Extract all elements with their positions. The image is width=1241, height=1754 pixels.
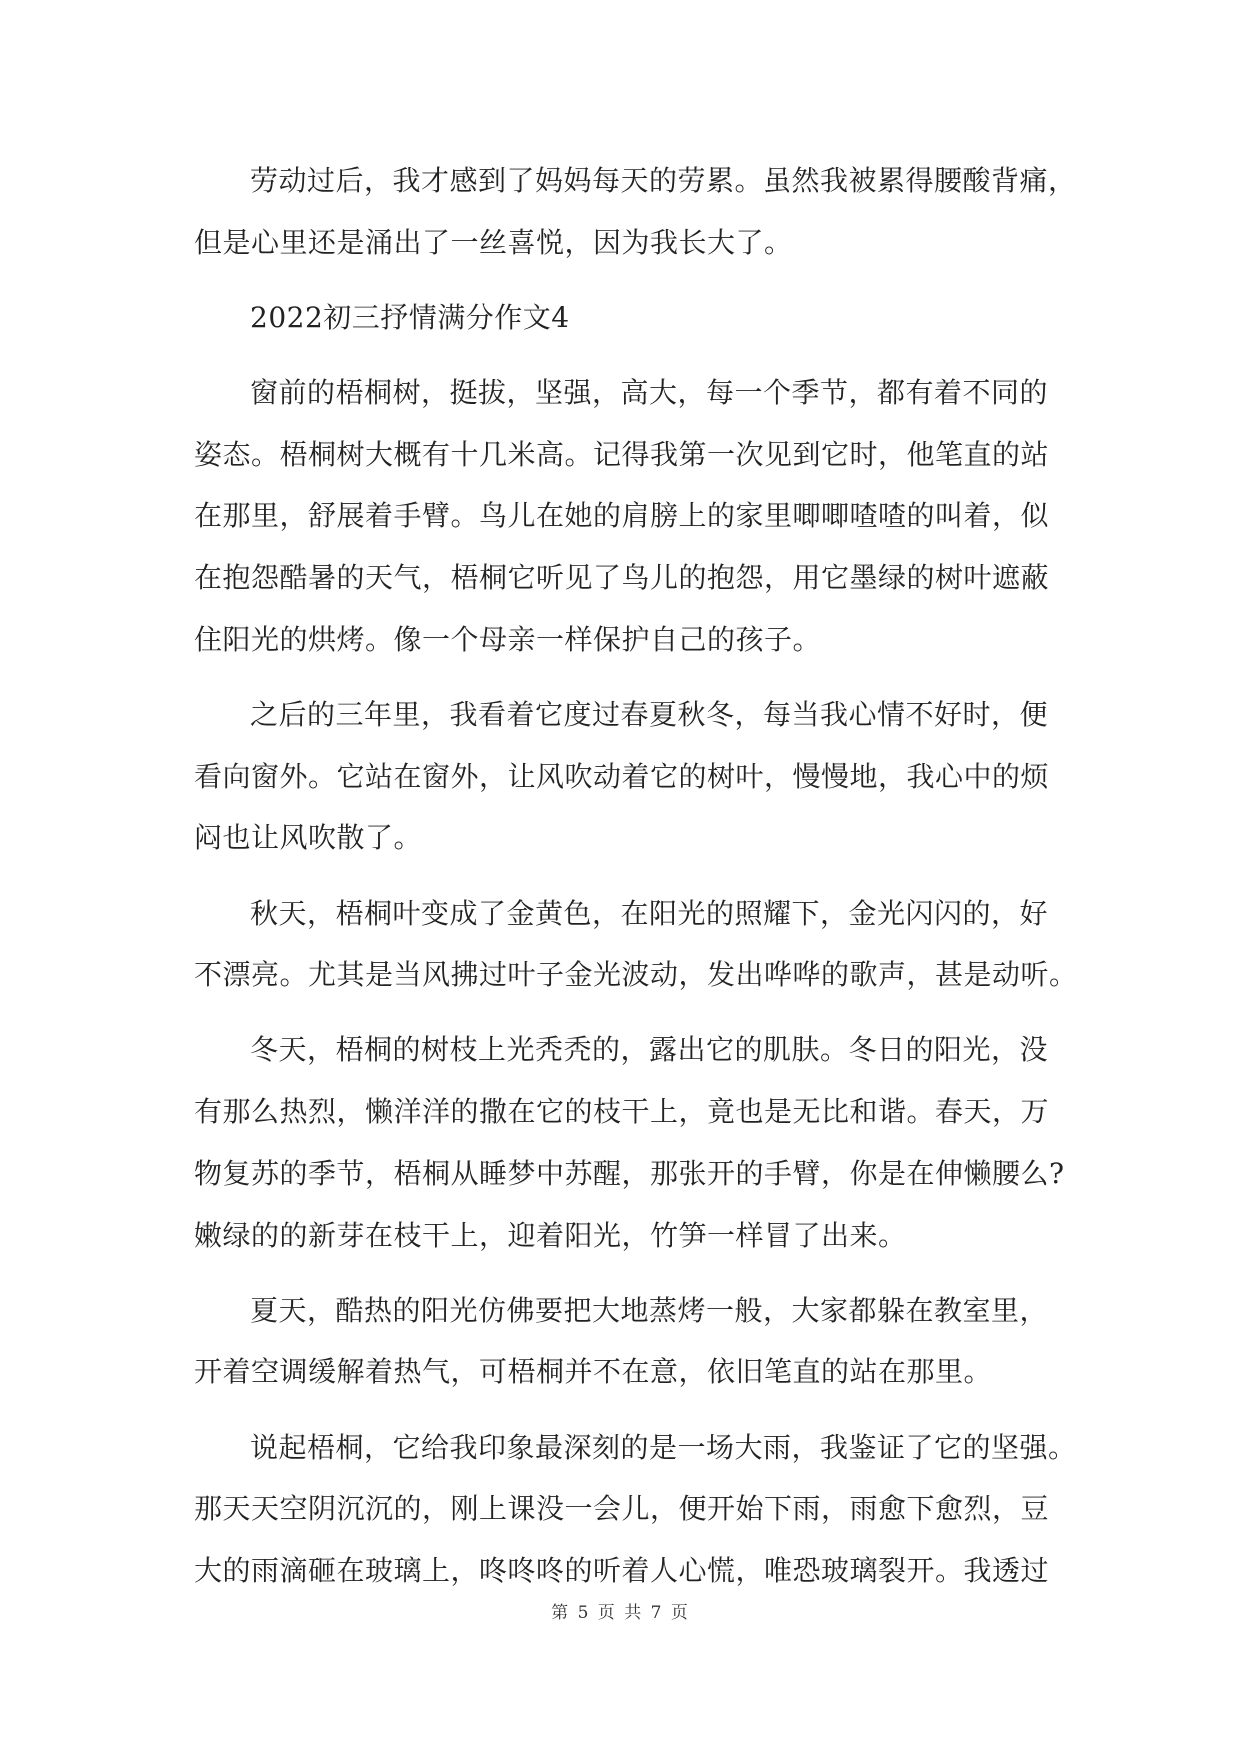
paragraph-line: 秋天，梧桐叶变成了金黄色，在阳光的照耀下，金光闪闪的，好 [250, 896, 1049, 930]
paragraph-line: 看向窗外。它站在窗外，让风吹动着它的树叶，慢慢地，我心中的烦 [194, 759, 1050, 793]
paragraph-line: 在那里，舒展着手臂。鸟儿在她的肩膀上的家里唧唧喳喳的叫着，似 [194, 499, 1050, 533]
paragraph-line: 住阳光的烘烤。像一个母亲一样保护自己的孩子。 [194, 622, 822, 656]
paragraph-line: 之后的三年里，我看着它度过春夏秋冬，每当我心情不好时，便 [250, 698, 1049, 731]
paragraph-line: 开着空调缓解着热气，可梧桐并不在意，依旧笔直的站在那里。 [194, 1355, 993, 1389]
paragraph-line: 窗前的梧桐树，挺拔，坚强，高大，每一个季节，都有着不同的 [250, 376, 1049, 410]
paragraph-line: 在抱怨酷暑的天气，梧桐它听见了鸟儿的抱怨，用它墨绿的树叶遮蔽 [194, 561, 1050, 595]
paragraph-line: 有那么热烈，懒洋洋的撒在它的枝干上，竟也是无比和谐。春天，万 [194, 1095, 1050, 1129]
paragraph-line: 姿态。梧桐树大概有十几米高。记得我第一次见到它时，他笔直的站 [194, 437, 1050, 471]
paragraph-line: 劳动过后，我才感到了妈妈每天的劳累。虽然我被累得腰酸背痛， [250, 164, 1077, 197]
paragraph-line: 物复苏的季节，梧桐从睡梦中苏醒，那张开的手臂，你是在伸懒腰么? [194, 1156, 1065, 1190]
paragraph-line: 冬天，梧桐的树枝上光秃秃的，露出它的肌肤。冬日的阳光，没 [250, 1033, 1049, 1067]
paragraph-line: 夏天，酷热的阳光仿佛要把大地蒸烤一般，大家都躲在教室里， [250, 1293, 1049, 1327]
paragraph-line: 但是心里还是涌出了一丝喜悦，因为我长大了。 [194, 225, 793, 259]
page-number-footer: 第 5 页 共 7 页 [551, 1603, 690, 1623]
paragraph-line: 嫩绿的的新芽在枝干上，迎着阳光，竹笋一样冒了出来。 [194, 1218, 907, 1252]
paragraph-line: 大的雨滴砸在玻璃上，咚咚咚的听着人心慌，唯恐玻璃裂开。我透过 [194, 1553, 1050, 1587]
paragraph-line: 说起梧桐，它给我印象最深刻的是一场大雨，我鉴证了它的坚强。 [250, 1430, 1077, 1464]
paragraph-line: 那天天空阴沉沉的，刚上课没一会儿，便开始下雨，雨愈下愈烈，豆 [194, 1492, 1050, 1526]
section-heading: 2022初三抒情满分作文4 [250, 300, 570, 334]
paragraph-line: 闷也让风吹散了。 [194, 821, 423, 855]
paragraph-line: 不漂亮。尤其是当风拂过叶子金光波动，发出哗哗的歌声，甚是动听。 [194, 958, 1078, 992]
document-body [194, 150, 1078, 1602]
